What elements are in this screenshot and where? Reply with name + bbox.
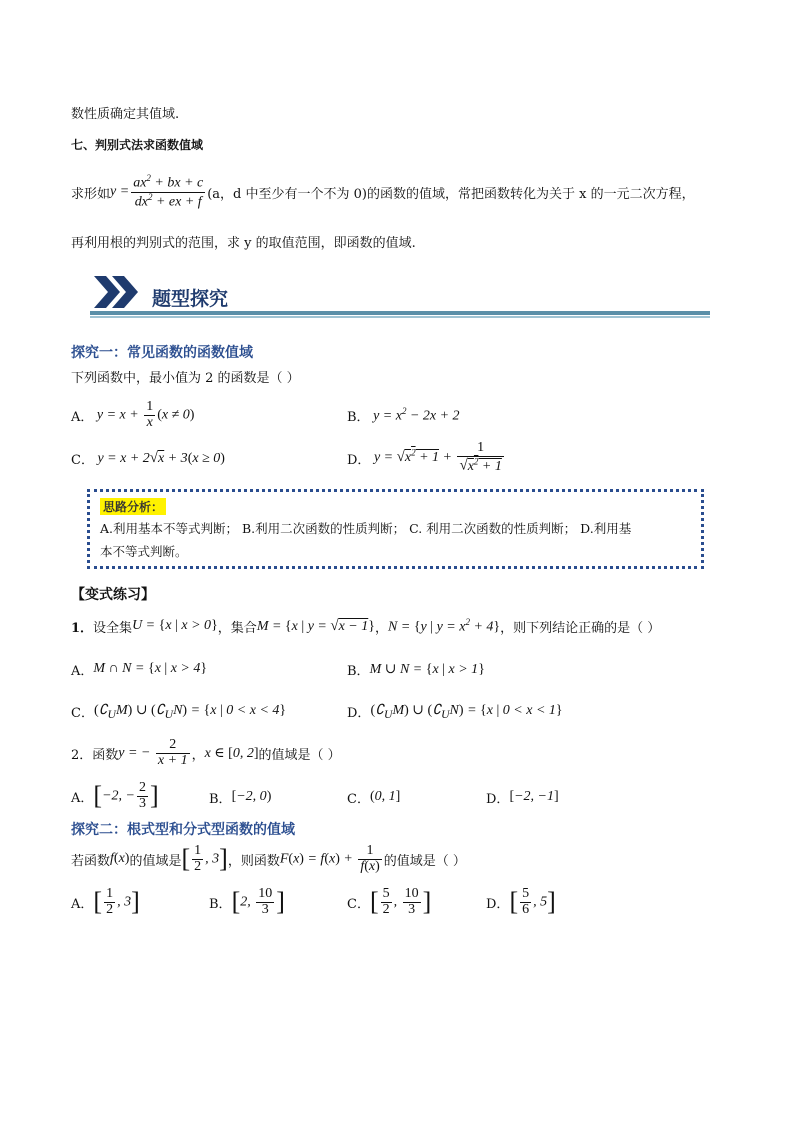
option-math: [−2, − $\frac{2}{3}$ ]: [93, 779, 159, 811]
q2-option-B: [209, 785, 271, 809]
option-label: B．: [209, 896, 232, 912]
range-expression: [ $\frac{1}{2}$ , 3]: [181, 842, 228, 874]
question-1: [71, 612, 660, 640]
question-text: ，则下列结论正确的是（ ）: [500, 620, 661, 636]
section-7-title: 七、判别式法求函数值域: [71, 138, 204, 152]
formula-denominator: $dx^2$ + ex + f: [134, 191, 202, 210]
question-text: 的值域是: [129, 853, 182, 869]
option-math: [2, $\frac{10}{3}$ ]: [231, 885, 285, 917]
question-2: [71, 736, 341, 770]
section-7-description: (a，d 中至少有一个不为 0)的函数的值域，常把函数转化为关于 x 的一元二次方程，: [207, 186, 695, 202]
option-math: M ∪ N = {x | x > 1}: [369, 661, 485, 677]
option-math: M ∩ N = {x | x > 4}: [93, 661, 208, 676]
option-label: D．: [486, 896, 510, 912]
explore-1-question: 下列函数中，最小值为 2 的函数是（ ）: [71, 371, 300, 386]
formula-fraction: [131, 174, 205, 210]
separator: ，: [375, 620, 389, 636]
question-text: 的值域是（ ）: [258, 747, 341, 763]
option-D: [347, 438, 506, 478]
option-label: C．: [347, 896, 370, 912]
q1-option-B: [347, 657, 485, 681]
set-U: U = {x | x > 0}: [132, 618, 218, 633]
question-text: 若函数: [71, 853, 111, 869]
option-B: [347, 400, 460, 430]
section-7-paragraph-1: [71, 171, 695, 213]
option-math: $y = x^2 - 2x + 2$: [369, 405, 460, 424]
option-math: y = x + 2√x + 3(x ≥ 0): [93, 449, 225, 466]
explore-2-title: 探究二：根式型和分式型函数的值域: [71, 822, 295, 838]
option-math: [−2, 0): [231, 789, 272, 804]
option-math: (0, 1]: [369, 789, 401, 804]
paragraph-tail: 数性质确定其值域.: [71, 107, 180, 122]
domain-expression: x ∈ [0, 2]: [204, 745, 259, 761]
set-M: M = {x | y = √x − 1}: [256, 617, 375, 634]
option-label: A．: [71, 663, 94, 679]
explore-2-question: [71, 840, 466, 878]
option-label: D．: [347, 452, 371, 468]
formula-numerator: $ax^2$ + bx + c: [133, 173, 204, 191]
option-A: [71, 400, 194, 430]
question-text: ，则函数: [227, 853, 280, 869]
option-label: A．: [71, 896, 94, 912]
option-label: B．: [347, 663, 370, 679]
formula-lhs: y =: [110, 184, 130, 199]
question-text: 的值域是（ ）: [383, 853, 466, 869]
option-C: [71, 445, 225, 471]
option-math: $y = √x^2 + 1$ + $\frac{1}{√x^2 + 1}$: [370, 440, 502, 474]
banner-divider: [90, 311, 710, 315]
question-text: 函数: [92, 747, 119, 763]
option-label: D．: [486, 791, 510, 807]
double-chevron-icon: [92, 272, 142, 312]
option-math: $(∁_UM)$ ∪ $(∁_UN) = \{x$ | 0 < x < 1}: [370, 702, 563, 721]
function-f: f(x): [110, 851, 130, 866]
separator: ，: [191, 747, 205, 763]
e2-option-D: [486, 883, 556, 921]
set-N: N = {y | $y = x^2 + 4$}: [388, 616, 501, 635]
analysis-tag: 思路分析：: [100, 498, 166, 515]
q1-option-A: [71, 657, 207, 681]
analysis-line-1: A.利用基本不等式判断； B.利用二次函数的性质判断； C. 利用二次函数的性质判断； D.利用基: [100, 521, 632, 536]
section-7-paragraph-2: 再利用根的判别式的范围，求 y 的取值范围，即函数的值域.: [71, 236, 416, 251]
option-label: C．: [71, 452, 94, 468]
analysis-line-2: 本不等式判断。: [100, 544, 188, 559]
question-text: ，集合: [217, 620, 257, 636]
option-label: A．: [71, 409, 94, 425]
q1-option-D: [347, 699, 563, 723]
q2-option-C: [347, 785, 400, 809]
function-expression: y = − $\frac{2}{x + 1}$: [118, 736, 188, 768]
e2-option-B: [209, 883, 285, 921]
option-label: A．: [71, 790, 94, 806]
option-label: C．: [347, 791, 370, 807]
q2-option-D: [486, 785, 559, 809]
option-label: D．: [347, 705, 371, 721]
question-text: 设全集: [93, 620, 133, 636]
function-F: F(x) = f(x) + $\frac{1}{f(x)}$: [279, 842, 380, 874]
option-label: B．: [209, 791, 232, 807]
section-7-lead: 求形如: [71, 186, 111, 202]
banner-title: 题型探究: [152, 288, 229, 310]
question-number: 2．: [71, 747, 93, 763]
practice-title: 【变式练习】: [71, 587, 155, 603]
option-math: [ $\frac{5}{6}$ , 5]: [509, 885, 556, 917]
e2-option-C: [347, 883, 431, 921]
banner-divider-shadow: [90, 316, 710, 318]
q2-option-A: [71, 778, 159, 814]
q1-option-C: [71, 699, 286, 723]
option-math: y = x + $\frac{1}{x}$ (x ≠ 0): [93, 398, 195, 430]
option-math: [−2, −1]: [509, 789, 559, 804]
question-number: 1．: [71, 620, 94, 636]
option-math: $(∁_UM)$ ∪ $(∁_UN) = \{x$ | 0 < x < 4}: [93, 702, 287, 721]
e2-option-A: [71, 883, 140, 921]
option-label: B．: [347, 409, 370, 425]
option-label: C．: [71, 705, 94, 721]
option-math: [ $\frac{1}{2}$ , 3]: [93, 885, 140, 917]
explore-1-title: 探究一：常见函数的函数值域: [71, 345, 253, 361]
option-math: [ $\frac{5}{2}$ , $\frac{10}{3}$ ]: [369, 885, 432, 917]
